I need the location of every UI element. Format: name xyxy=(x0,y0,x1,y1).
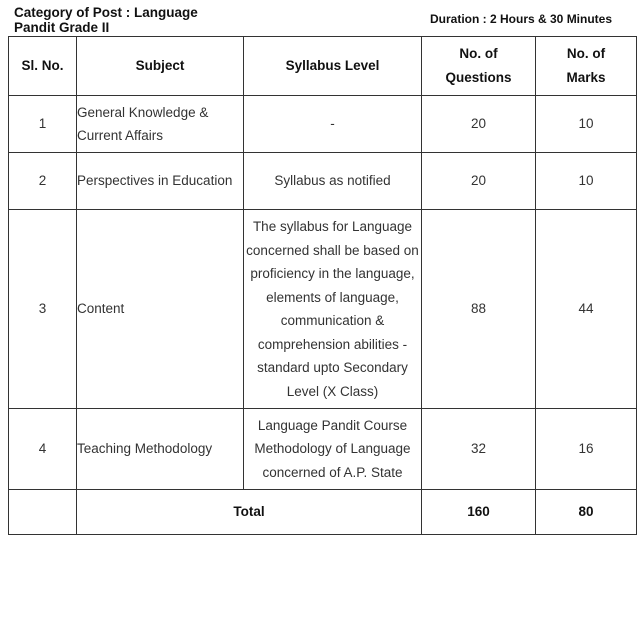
row-syllabus-level: - xyxy=(244,96,422,153)
header-no-of-questions xyxy=(422,37,536,96)
row-marks: 44 xyxy=(536,210,637,409)
row-marks: 10 xyxy=(536,153,637,210)
table-row xyxy=(9,210,637,409)
row-syllabus-level: Syllabus as notified xyxy=(244,153,422,210)
header-marks-line-1: No. of xyxy=(566,46,606,61)
category-heading xyxy=(14,5,198,35)
row-sl-no: 4 xyxy=(9,409,77,490)
total-row xyxy=(9,490,637,535)
table-row xyxy=(9,153,637,210)
header-no-of-marks xyxy=(536,37,637,96)
row-marks: 16 xyxy=(536,409,637,490)
row-subject: Teaching Methodology xyxy=(77,409,244,490)
row-sl-no: 1 xyxy=(9,96,77,153)
total-label: Total xyxy=(77,490,422,535)
row-questions: 88 xyxy=(422,210,536,409)
row-syllabus-level: Language Pandit Course Methodology of Language concerned of A.P. State xyxy=(244,409,422,490)
header-syllabus-level: Syllabus Level xyxy=(244,37,422,96)
row-questions: 32 xyxy=(422,409,536,490)
row-subject: Perspectives in Education xyxy=(77,153,244,210)
table-header-row xyxy=(9,37,637,96)
syllabus-table xyxy=(8,36,637,535)
header-questions-line-1: No. of xyxy=(459,46,498,61)
category-line-1: Category of Post : Language xyxy=(14,5,198,20)
table-row xyxy=(9,409,637,490)
total-marks: 80 xyxy=(536,490,637,535)
row-questions: 20 xyxy=(422,153,536,210)
total-questions: 160 xyxy=(422,490,536,535)
row-subject: General Knowledge & Current Affairs xyxy=(77,96,244,153)
row-subject: Content xyxy=(77,210,244,409)
row-marks: 10 xyxy=(536,96,637,153)
category-line-2: Pandit Grade II xyxy=(14,20,110,35)
row-syllabus-level: The syllabus for Language concerned shall be based on proficiency in the language, elements of language, communication & comprehension abilities - standard upto Secondary Level (X Class) xyxy=(244,210,422,409)
header-sl-no: Sl. No. xyxy=(9,37,77,96)
total-empty-cell xyxy=(9,490,77,535)
row-questions: 20 xyxy=(422,96,536,153)
header-questions-line-2: Questions xyxy=(445,70,512,85)
duration-label: Duration : 2 Hours & 30 Minutes xyxy=(430,12,613,26)
header-marks-line-2: Marks xyxy=(566,70,606,85)
row-sl-no: 2 xyxy=(9,153,77,210)
row-sl-no: 3 xyxy=(9,210,77,409)
header-subject: Subject xyxy=(77,37,244,96)
table-row xyxy=(9,96,637,153)
